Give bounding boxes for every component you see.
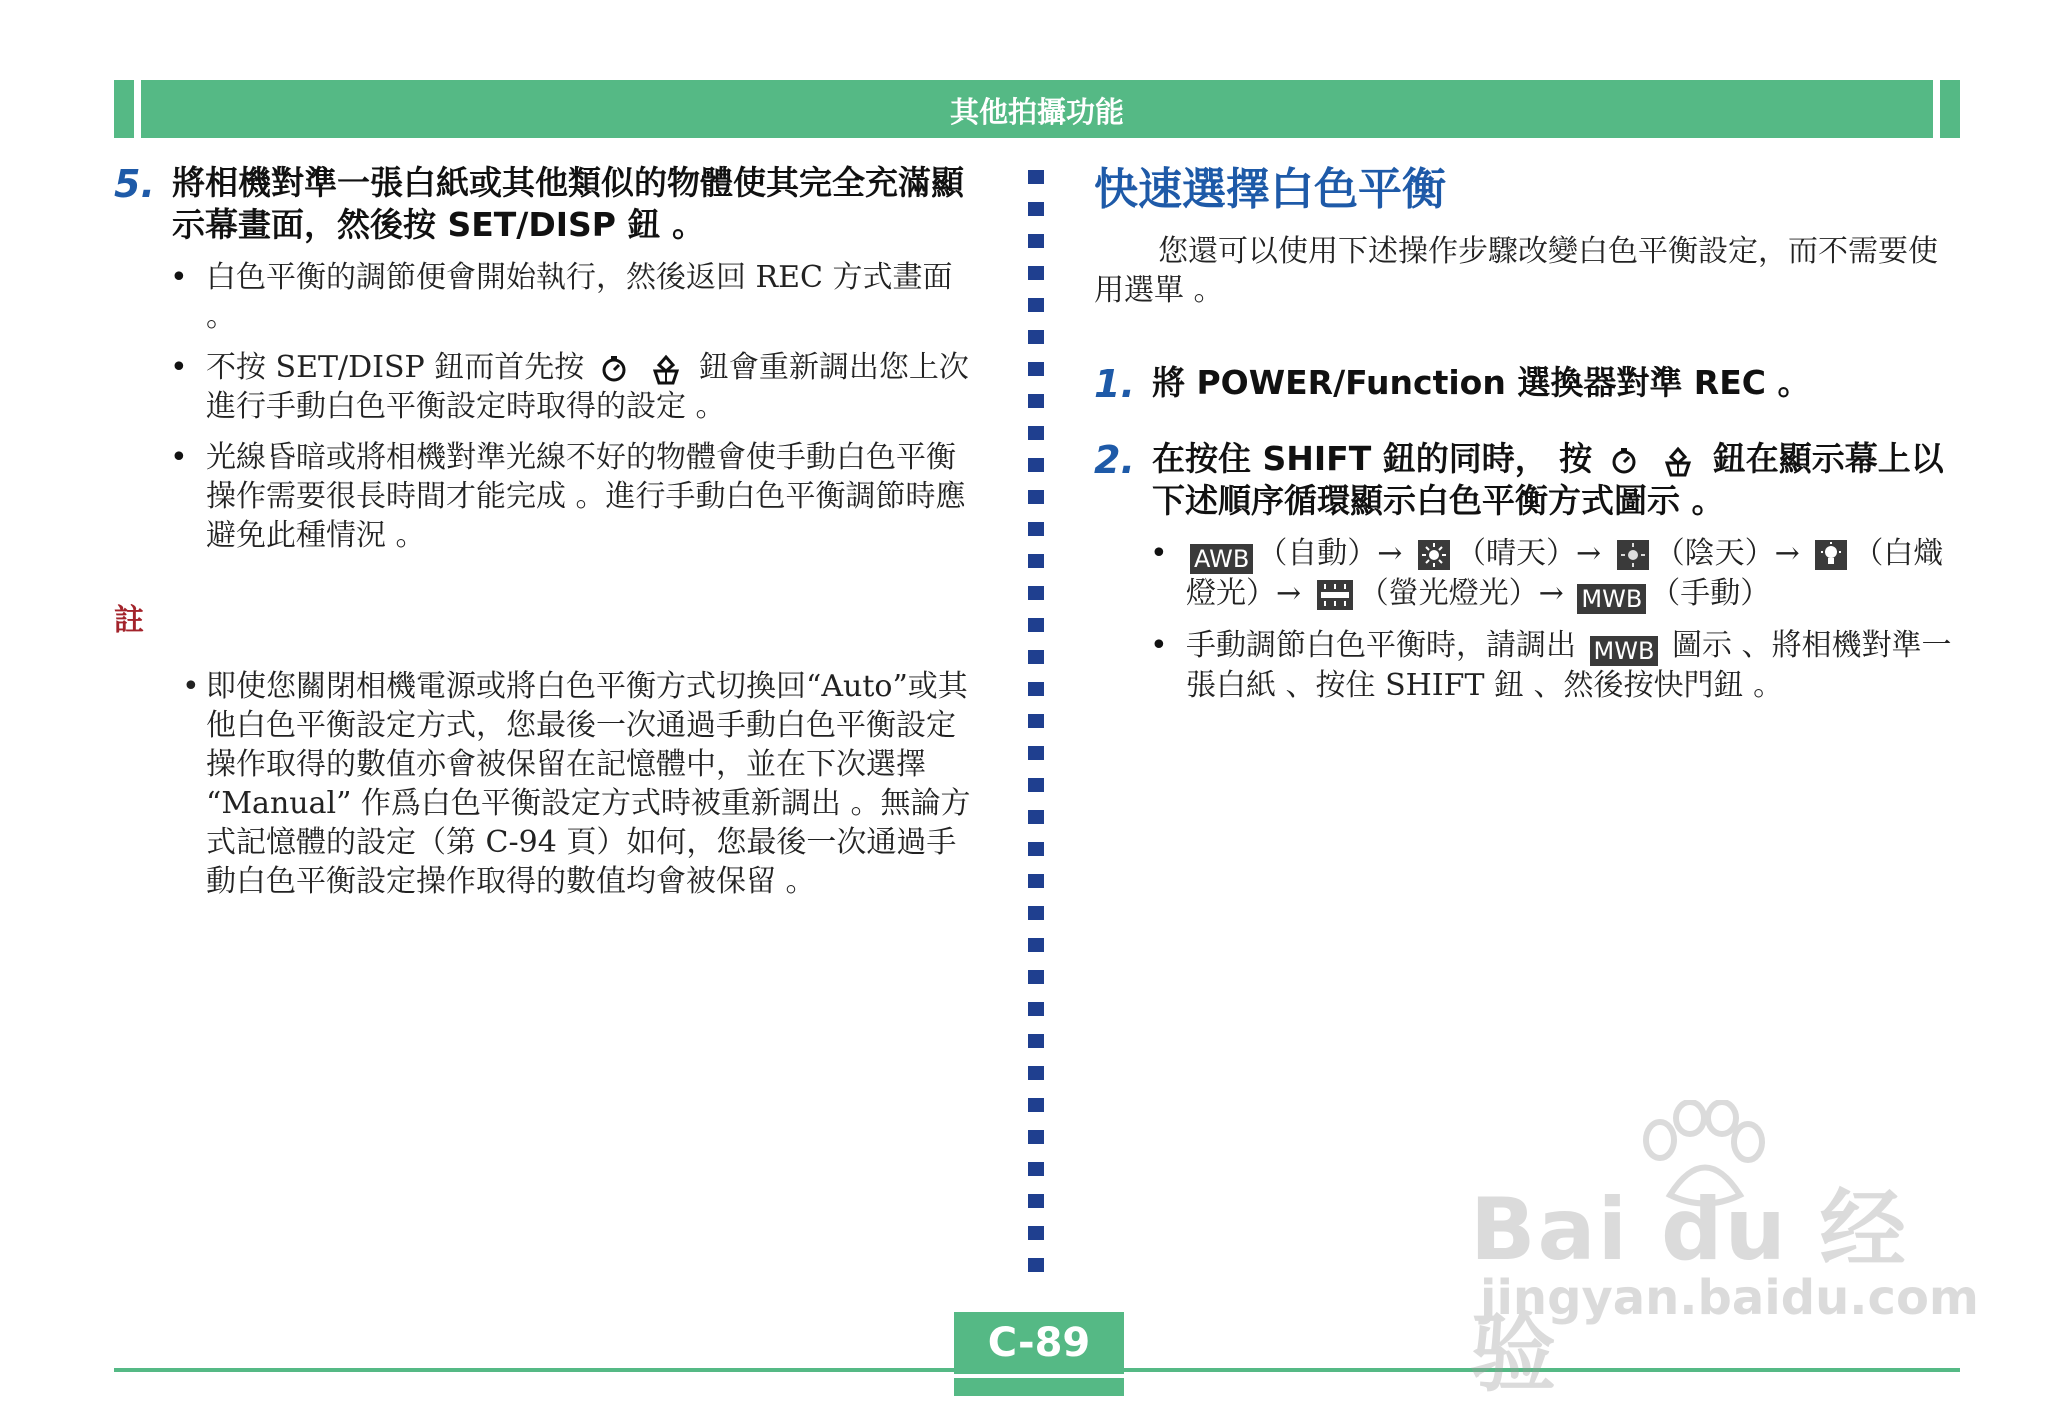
step-text: 將 POWER/Function 選換器對準 REC 。	[1152, 363, 1811, 402]
step-5	[114, 162, 984, 246]
bullet-item: • 光線昏暗或將相機對準光線不好的物體會使手動白色平衡操作需要很長時間才能完成 。進行手動白色平衡調節時應避免此種情況 。	[114, 438, 984, 555]
section-title: 快速選擇白色平衡	[1094, 164, 1446, 215]
cloudy-icon	[1617, 540, 1649, 570]
bullet-item: • 不按 SET/DISP 鈕而首先按 鈕會重新調出您上次進行手動白色平衡設定時取得的設定 。	[114, 348, 984, 426]
self-timer-icon	[600, 355, 628, 383]
step-number: 1.	[1094, 362, 1135, 406]
watermark-brand: Bai du 经验	[1470, 1180, 1908, 1404]
step-number: 5.	[114, 162, 155, 206]
mwb-icon: MWB	[1577, 584, 1646, 614]
watermark	[1470, 1100, 1979, 1404]
intro-paragraph: 您還可以使用下述操作步驟改變白色平衡設定，而不需要使用選單 。	[1094, 234, 1938, 308]
note-text: • 即使您關閉相機電源或將白色平衡方式切換回“Auto”或其他白色平衡設定方式，您最後一次通過手動白色平衡設定操作取得的數值亦會被保留在記憶體中，並在下次選擇 “Manual” 作爲白色平衡設定方式時被重新調出 。無論方式記憶體的設定（第 C-94 頁）如何，您最後一次通過手動白色平衡設定操作取得的數值均會被保留 。	[114, 667, 984, 901]
sunny-icon	[1418, 540, 1450, 570]
mwb-icon: MWB	[1590, 636, 1659, 666]
page-number: C-89	[987, 1320, 1091, 1366]
self-timer-icon	[1610, 447, 1638, 475]
step-2-bullets	[1094, 534, 1964, 705]
right-column	[1094, 162, 1964, 717]
page-number-tab	[954, 1312, 1124, 1396]
flower-macro-icon	[1661, 445, 1695, 477]
watermark-url: jingyan.baidu.com	[1480, 1270, 1979, 1326]
bullet-item: • AWB （自動）→ （晴天）→ （陰天）→ （白熾燈光）→ （螢光燈光）→ MWB （手動）	[1094, 534, 1964, 614]
note-label: 註	[114, 603, 144, 638]
step-text: 在按住 SHIFT 鈕的同時， 按 鈕在顯示幕上以下述順序循環顯示白色平衡方式圖示 。	[1152, 439, 1944, 520]
step-1	[1094, 362, 1964, 404]
left-column	[114, 162, 984, 901]
step-2	[1094, 438, 1964, 522]
bullet-item: • 手動調節白色平衡時，請調出 MWB 圖示 、將相機對準一張白紙 、按住 SHIFT 鈕 、然後按快門鈕 。	[1094, 626, 1964, 705]
fluorescent-icon	[1317, 580, 1353, 610]
flower-macro-icon	[649, 353, 683, 385]
header-bar	[114, 80, 1960, 138]
step-number: 2.	[1094, 438, 1135, 482]
step-5-bullets	[114, 258, 984, 555]
chapter-title: 其他拍攝功能	[949, 95, 1124, 129]
step-text: 將相機對準一張白紙或其他類似的物體使其完全充滿顯示幕畫面，然後按 SET/DISP 鈕 。	[172, 163, 964, 244]
awb-icon: AWB	[1190, 544, 1253, 574]
bullet-item: • 白色平衡的調節便會開始執行，然後返回 REC 方式畫面 。	[114, 258, 984, 336]
column-divider	[1028, 170, 1044, 1288]
tungsten-icon	[1815, 540, 1847, 570]
